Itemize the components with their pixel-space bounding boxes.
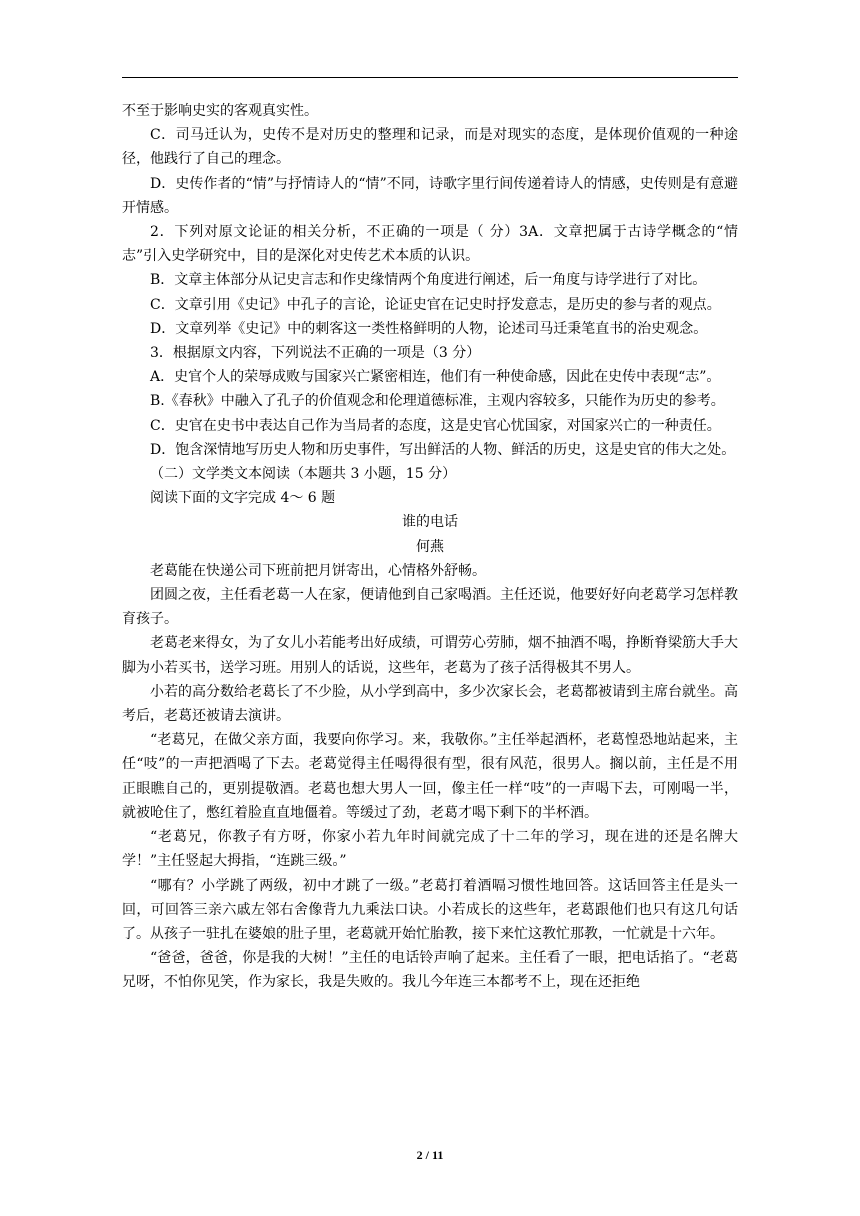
body-paragraph: “哪有？小学跳了两级，初中才跳了一级。”老葛打着酒嗝习惯性地回答。这话回答主任是头一回，可回答三亲六戚左邻右舍像背九九乘法口诀。小若成长的这些年，老葛跟他们也只有这几句话了。从孩子一驻扎在婆娘的肚子里，老葛就开始忙胎教，接下来忙这教忙那教，一忙就是十六年。 — [122, 877, 738, 942]
story-title: 谁的电话 — [402, 514, 458, 531]
story-author: 何燕 — [416, 538, 444, 555]
body-paragraph: C．史官在史书中表达自己作为当局者的态度，这是史官心忧国家，对国家兴亡的一种责任。 — [150, 417, 721, 434]
body-paragraph: D．文章列举《史记》中的刺客这一类性格鲜明的人物，论述司马迁秉笔直书的治史观念。 — [150, 320, 708, 337]
body-paragraph: 3．根据原文内容，下列说法不正确的一项是（3 分） — [150, 345, 481, 362]
body-paragraph: A．史官个人的荣辱成败与国家兴亡紧密相连，他们有一种使命感，因此在史传中表现“志”。 — [150, 369, 721, 386]
body-paragraph: 老葛老来得女，为了女儿小若能考出好成绩，可谓劳心劳肺，烟不抽酒不喝，挣断脊梁筋大手大脚为小若买书，送学习班。用别人的话说，这些年，老葛为了孩子活得极其不男人。 — [122, 635, 738, 676]
body-paragraph: B.《春秋》中融入了孔子的价值观念和伦理道德标准，主观内容较多，只能作为历史的参考。 — [150, 393, 725, 410]
page-number: 2 / 11 — [416, 1148, 444, 1162]
header-rule — [122, 77, 738, 78]
body-paragraph: “老葛兄，你教子有方呀，你家小若九年时间就完成了十二年的学习，现在进的还是名牌大学！”主任竖起大拇指，“连跳三级。” — [122, 829, 738, 870]
body-paragraph: D．史传作者的“情”与抒情诗人的“情”不同，诗歌字里行间传递着诗人的情感，史传则是有意避开情感。 — [122, 175, 738, 216]
body-paragraph: 老葛能在快递公司下班前把月饼寄出，心情格外舒畅。 — [150, 562, 486, 579]
body-paragraph: C．文章引用《史记》中孔子的言论，论证史官在记史时抒发意志，是历史的参与者的观点。 — [150, 296, 721, 313]
body-paragraph: “爸爸，爸爸，你是我的大树！”主任的电话铃声响了起来。主任看了一眼，把电话掐了。“老葛兄呀，不怕你见笑，作为家长，我是失败的。我儿今年连三本都考不上，现在还拒绝 — [122, 950, 738, 991]
body-paragraph: （二）文学类文本阅读（本题共 3 小题，15 分） — [150, 466, 457, 483]
body-paragraph: 小若的高分数给老葛长了不少脸，从小学到高中，多少次家长会，老葛都被请到主席台就坐。高考后，老葛还被请去演讲。 — [122, 683, 738, 725]
body-paragraph: “老葛兄，在做父亲方面，我要向你学习。来，我敬你。”主任举起酒杯，老葛惶恐地站起来，主任“吱”的一声把酒喝了下去。老葛觉得主任喝得很有型，很有风范，很男人。搁以前，主任是不用正眼瞧自己的，更别提敬酒。老葛也想大男人一回，像主任一样“吱”的一声喝下去，可刚喝一半，就被呛住了，憋红着脸直直地僵着。等缓过了劲，老葛才喝下剩下的半杯酒。 — [122, 732, 738, 821]
body-paragraph: C．司马迁认为，史传不是对历史的整理和记录，而是对现实的态度，是体现价值观的一种途径，他践行了自己的理念。 — [122, 127, 738, 168]
body-paragraph: B．文章主体部分从记史言志和作史缘情两个角度进行阐述，后一角度与诗学进行了对比。 — [150, 272, 707, 289]
body-paragraph: 2．下列对原文论证的相关分析，不正确的一项是（ 分）3A．文章把属于古诗学概念的“情志”引入史学研究中，目的是深化对史传艺术本质的认识。 — [122, 224, 738, 265]
body-paragraph: 阅读下面的文字完成 4～ 6 题 — [150, 490, 336, 507]
body-paragraph: 团圆之夜，主任看老葛一人在家，便请他到自己家喝酒。主任还说，他要好好向老葛学习怎样教育孩子。 — [122, 587, 738, 628]
body-paragraph: 不至于影响史实的客观真实性。 — [122, 103, 318, 119]
body-paragraph: D．饱含深情地写历史人物和历史事件，写出鲜活的人物、鲜活的历史，这是史官的伟大之处。 — [150, 441, 736, 458]
document-body — [122, 99, 738, 995]
